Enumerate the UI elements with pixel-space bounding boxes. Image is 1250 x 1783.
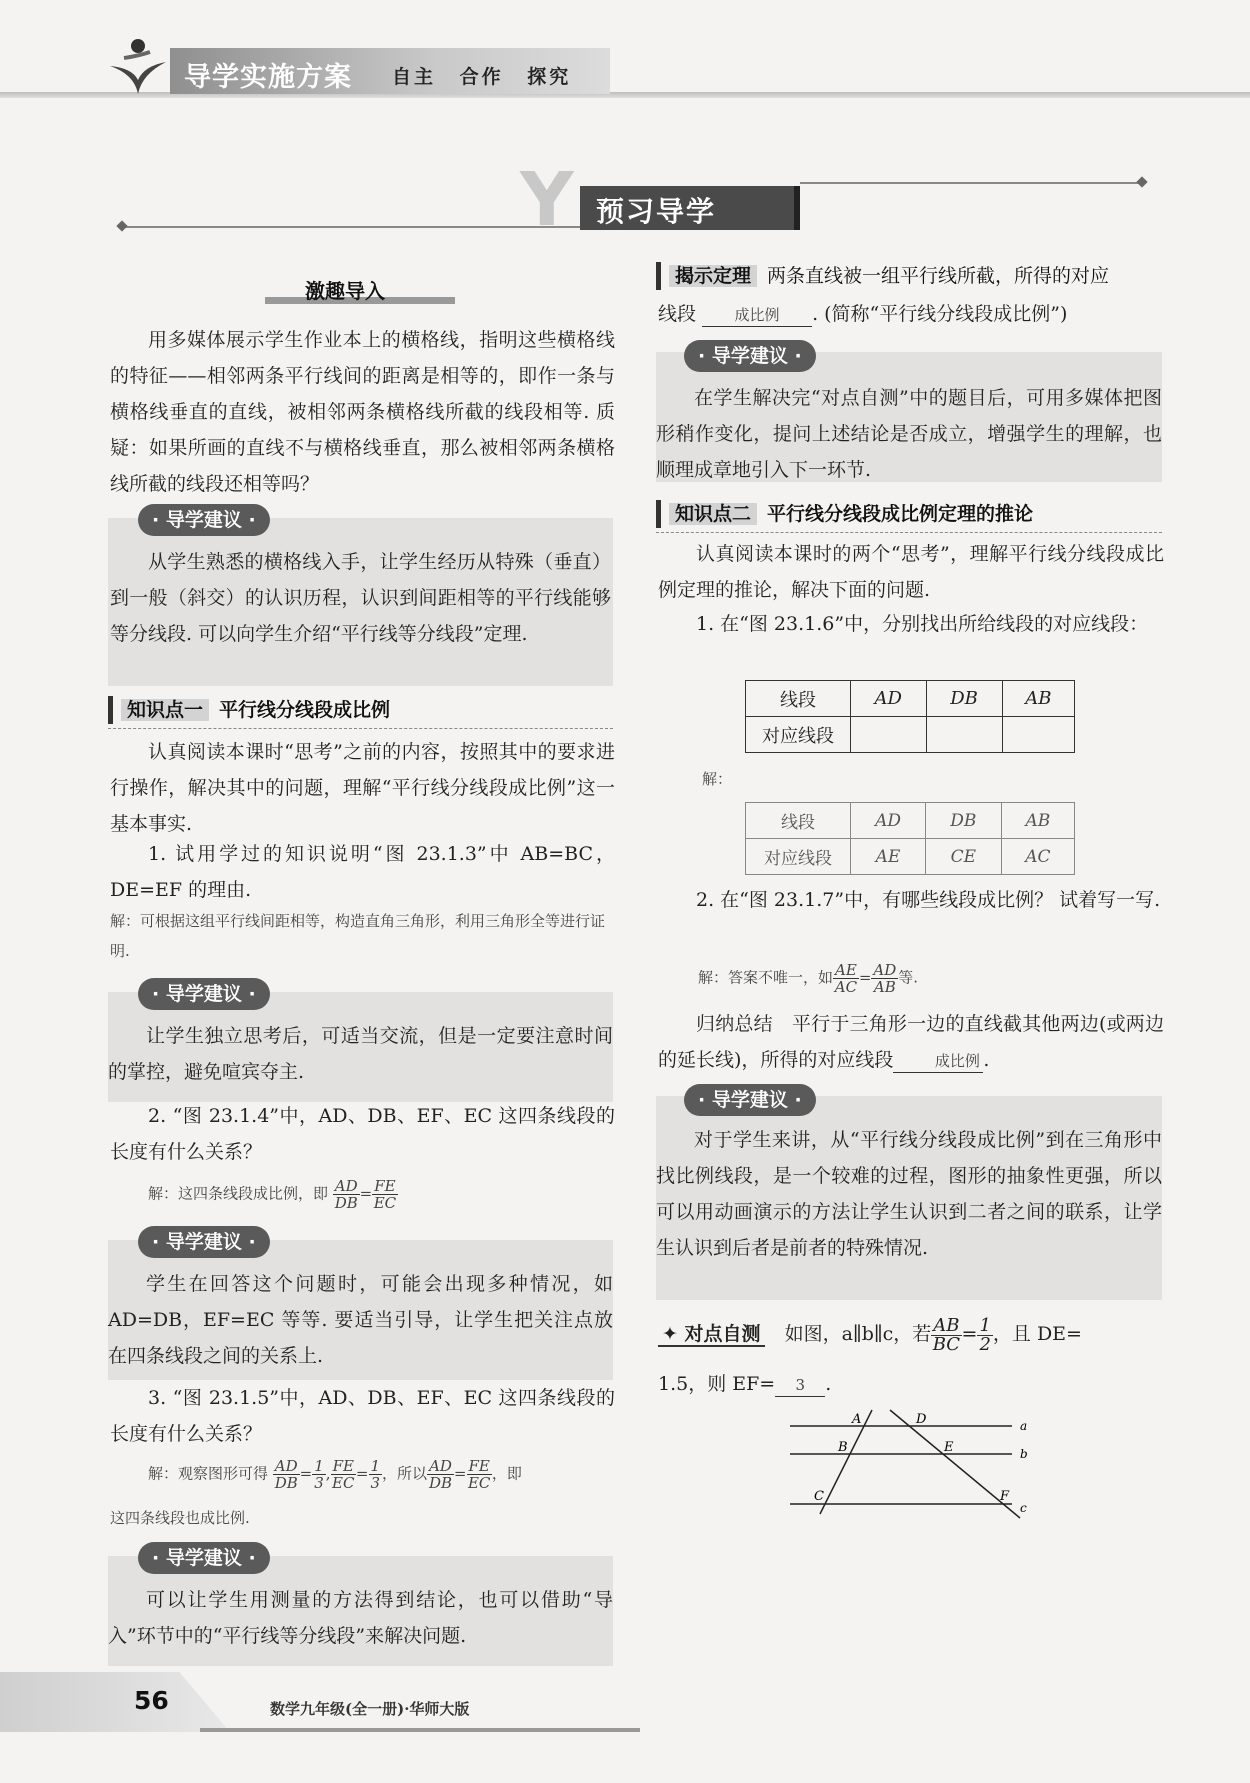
- reading-person-icon: [104, 36, 168, 96]
- summary-blank: 成比例: [893, 1050, 983, 1073]
- label-a-point: A: [852, 1412, 862, 1427]
- page-number: 56: [134, 1686, 169, 1715]
- tip-label: · 导学建议 ·: [684, 1084, 816, 1116]
- fraction-fe-ec: $\frac{FE}{EC}$: [373, 1177, 397, 1212]
- summary-end: .: [983, 1049, 990, 1071]
- fraction-ad-db: $\frac{AD}{DB}$: [334, 1177, 358, 1212]
- label-e-point: E: [944, 1440, 954, 1455]
- kp2-a2-text: 解：答案不唯一，如: [698, 968, 834, 987]
- theorem-text-1: 两条直线被一组平行线所截，所得的对应: [767, 265, 1110, 287]
- tip-text-6: 对于学生来讲，从“平行线分线段成比例”到在三角形中找比例线段，是一个较难的过程，图形的抽象性更强，所以可以用动画演示的方法让学生认识到二者之间的联系，让学生认识到后者是前者的特殊情况.: [656, 1129, 1162, 1259]
- kp2-a2-suffix: 等.: [898, 968, 919, 987]
- kp2-tag: 知识点二: [669, 503, 757, 525]
- table-empty-cell[interactable]: [926, 717, 1002, 753]
- answer-cell: DB: [926, 803, 1002, 839]
- selftest-line-1: [658, 1316, 1164, 1354]
- selftest-eq: =: [961, 1323, 978, 1345]
- banner-rule-right: [800, 182, 1140, 184]
- fraction-ae-ac: $\frac{AE}{AC}$: [834, 961, 858, 996]
- theorem-heading: [656, 262, 1109, 290]
- tip-box-2: [108, 983, 613, 1102]
- tip-box-3: [108, 1231, 613, 1380]
- tip-text-3: 学生在回答这个问题时，可能会出现多种情况，如 AD=DB，EF=EC 等等. 要适当引导，让学生把关注点放在四条线段之间的关系上.: [108, 1273, 613, 1367]
- answer-table: [745, 802, 1075, 875]
- kp2-q1: 1. 在“图 23.1.6”中，分别找出所给线段的对应线段：: [696, 613, 1149, 635]
- header-tags: 自主 合作 探究: [392, 66, 572, 88]
- answer-cell: 线段: [746, 803, 851, 839]
- fraction-fe-ec: $\frac{FE}{EC}$: [332, 1457, 355, 1492]
- answer-cell: AB: [1001, 803, 1074, 839]
- selftest-line2-end: .: [825, 1373, 832, 1395]
- kp1-a3-suffix: ，即: [491, 1464, 522, 1483]
- kp1-q2: 2. “图 23.1.4”中，AD、DB、EF、EC 这四条线段的长度有什么关系？: [110, 1105, 615, 1163]
- fraction-one-third: $\frac{1}{3}$: [314, 1457, 324, 1492]
- kp1-title: 平行线分线段成比例: [219, 699, 391, 721]
- answer-cell: AE: [851, 839, 926, 875]
- table-header-cell: AD: [851, 681, 927, 717]
- label-b-point: B: [838, 1440, 848, 1455]
- fraction-ad-db: $\frac{AD}{DB}$: [274, 1457, 298, 1492]
- selftest-blank: 3: [775, 1374, 825, 1397]
- kp1-intro: 认真阅读本课时“思考”之前的内容，按照其中的要求进行操作，解决其中的问题，理解“平行线分线段成比例”这一基本事实.: [110, 741, 615, 835]
- theorem-text-2: 线段: [658, 303, 697, 325]
- theorem-blank: 成比例: [702, 304, 812, 327]
- tip-label: · 导学建议 ·: [138, 504, 270, 536]
- table-header-cell: AB: [1002, 681, 1074, 717]
- banner-dot-right: [1136, 176, 1147, 187]
- theorem-tag: 揭示定理: [669, 265, 757, 287]
- tip-box-6: [656, 1089, 1162, 1300]
- fraction-fe-ec: $\frac{FE}{EC}$: [467, 1457, 491, 1492]
- fraction-one-third: $\frac{1}{3}$: [370, 1457, 381, 1492]
- segment-table: [745, 680, 1075, 753]
- intro-heading: [265, 275, 455, 305]
- table-header-cell: 线段: [746, 681, 851, 717]
- label-line-a: a: [1020, 1419, 1028, 1433]
- label-line-b: b: [1020, 1447, 1028, 1461]
- fraction-one-half: $\frac{1}{2}$: [979, 1314, 991, 1355]
- kp2-heading: [656, 500, 1033, 528]
- kp2-rule: [656, 532, 1162, 533]
- footer-rule: [200, 1728, 640, 1732]
- selftest-text-post: ，且 DE=: [992, 1323, 1082, 1345]
- intro-text: 用多媒体展示学生作业本上的横格线，指明这些横格线的特征——相邻两条平行线间的距离是相等的，即作一条与横格线垂直的直线，被相邻两条横格线所截的线段相等. 质疑：如果所画的直线不与横格线垂直，那么被相邻两条横格线所截的线段还相等吗？: [110, 329, 615, 495]
- kp1-a3-text: 解：观察图形可得: [148, 1464, 269, 1483]
- table-empty-cell[interactable]: [1002, 717, 1074, 753]
- theorem-text-3: . (简称“平行线分线段成比例”): [812, 303, 1068, 325]
- footer-band: [0, 1672, 230, 1732]
- kp2-title: 平行线分线段成比例定理的推论: [767, 503, 1034, 525]
- answer-cell: CE: [926, 839, 1002, 875]
- kp2-summary: [658, 1006, 1164, 1078]
- selftest-line-2: [658, 1366, 1164, 1402]
- tip-label: · 导学建议 ·: [138, 1542, 270, 1574]
- section-letter: Y: [520, 157, 574, 243]
- kp1-a3-tail: 这四条线段也成比例.: [110, 1509, 250, 1527]
- label-c-point: C: [814, 1489, 824, 1504]
- answer-cell: AD: [851, 803, 926, 839]
- table-header-cell: DB: [926, 681, 1002, 717]
- tip-box-4: [108, 1547, 613, 1666]
- label-line-c: c: [1020, 1501, 1027, 1515]
- selftest-tag: ✦ 对点自测: [658, 1323, 765, 1347]
- tip-label: · 导学建议 ·: [138, 978, 270, 1010]
- kp2-a2: 解：答案不唯一，如 $\frac{AE}{AC}$ = $\frac{AD}{AB}$ 等.: [698, 961, 919, 996]
- section-title: 预习导学: [596, 195, 717, 228]
- fraction-ad-ab: $\frac{AD}{AB}$: [873, 961, 897, 996]
- tip-text-4: 可以让学生用测量的方法得到结论，也可以借助“导入”环节中的“平行线等分线段”来解决问题.: [108, 1589, 613, 1647]
- kp1-heading: [108, 696, 390, 724]
- footer-text: 数学九年级(全一册)·华师大版: [270, 1700, 470, 1718]
- selftest-text: 如图，a∥b∥c，若: [784, 1323, 932, 1345]
- kp1-a2-text: 解：这四条线段成比例，即: [148, 1184, 329, 1203]
- summary-text: 归纳总结 平行于三角形一边的直线截其他两边(或两边的延长线)，所得的对应线段: [658, 1013, 1164, 1071]
- label-d-point: D: [916, 1412, 927, 1427]
- kp2-intro: 认真阅读本课时的两个“思考”，理解平行线分线段成比例定理的推论，解决下面的问题.: [658, 543, 1164, 601]
- answer-cell: 对应线段: [746, 839, 851, 875]
- theorem-line-2: [658, 296, 1168, 332]
- fraction-ad-db: $\frac{AD}{DB}$: [428, 1457, 453, 1492]
- table-empty-cell[interactable]: [851, 717, 927, 753]
- tip-text-1: 从学生熟悉的横格线入手，让学生经历从特殊（垂直）到一般（斜交）的认识历程，认识到间距相等的平行线能够等分线段. 可以向学生介绍“平行线等分线段”定理.: [110, 551, 611, 645]
- fraction-ab-bc: $\frac{AB}{BC}$: [932, 1314, 961, 1355]
- tip-text-5: 在学生解决完“对点自测”中的题目后，可用多媒体把图形稍作变化，提问上述结论是否成立，增强学生的理解，也顺理成章地引入下一环节.: [656, 387, 1162, 481]
- banner-dot-left: [116, 220, 127, 231]
- tip-box-1: [108, 509, 613, 686]
- kp1-a3-mid: ，所以: [382, 1464, 428, 1483]
- kp1-q3: 3. “图 23.1.5”中，AD、DB、EF、EC 这四条线段的长度有什么关系？: [110, 1387, 615, 1445]
- kp1-q1: 1. 试用学过的知识说明“图 23.1.3”中 AB=BC，DE=EF 的理由.: [110, 843, 615, 901]
- banner-rule-left: [120, 226, 580, 228]
- answer-cell: AC: [1001, 839, 1074, 875]
- tip-text-2: 让学生独立思考后，可适当交流，但是一定要注意时间的掌控，避免喧宾夺主.: [108, 1025, 613, 1083]
- tip-label: · 导学建议 ·: [138, 1226, 270, 1258]
- intro-title: 激趣导入: [305, 279, 385, 303]
- kp1-a3: 解：观察图形可得 $\frac{AD}{DB}$ = $\frac{1}{3}$ , $\frac{FE}{EC}$ = $\frac{1}{3}$ ，所以 $\frac{AD}{DB}$ = $\frac{FE}{EC}$ ，即: [148, 1457, 522, 1492]
- kp1-a2: 解：这四条线段成比例，即 $\frac{AD}{DB}$ = $\frac{FE}{EC}$: [148, 1177, 397, 1212]
- label-f-point: F: [1000, 1489, 1010, 1504]
- tip-label: · 导学建议 ·: [684, 340, 816, 372]
- kp1-a1: 解：可根据这组平行线间距相等，构造直角三角形，利用三角形全等进行证明.: [110, 912, 606, 960]
- page-header: [0, 0, 1250, 100]
- kp2-answer-label: 解：: [702, 770, 733, 788]
- kp1-rule: [108, 728, 613, 729]
- tip-box-5: [656, 345, 1162, 482]
- kp1-tag: 知识点一: [121, 699, 209, 721]
- header-title: 导学实施方案: [184, 62, 352, 93]
- parallel-lines-figure: [780, 1402, 1040, 1522]
- selftest-line2-text: 1.5，则 EF=: [658, 1373, 776, 1395]
- table-row-label: 对应线段: [746, 717, 851, 753]
- kp2-q2: 2. 在“图 23.1.7”中，有哪些线段成比例？ 试着写一写.: [696, 889, 1161, 911]
